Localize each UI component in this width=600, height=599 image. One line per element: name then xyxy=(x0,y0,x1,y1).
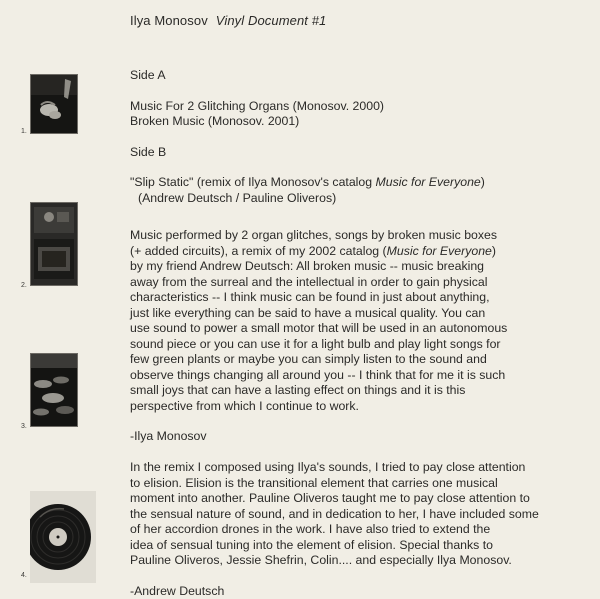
notes-deutsch xyxy=(130,460,570,599)
notes-line: idea of sensual tuning into the element of elision. Special thanks to xyxy=(130,538,570,554)
notes-line: Pauline Oliveros, Jessie Shefrin, Colin.... and especially Ilya Monosov. xyxy=(130,553,570,569)
photo-machine-icon xyxy=(30,202,78,286)
side-b-label: Side B xyxy=(130,145,570,161)
notes-line: small joys that can have a lasting effect on things and it is this xyxy=(130,383,570,399)
notes-line: just like everything can be said to have a musical quality. You can xyxy=(130,306,570,322)
page-title xyxy=(130,13,326,28)
notes-line: observe things changing all around you -- I think that for me it is such xyxy=(130,368,570,384)
side-a-label: Side A xyxy=(130,68,570,84)
photo-hand-icon xyxy=(30,74,78,134)
notes-line: In the remix I composed using Ilya's sounds, I tried to pay close attention xyxy=(130,460,570,476)
notes-line: away from the surreal and the intellectual in order to gain physical xyxy=(130,275,570,291)
notes-line: by my friend Andrew Deutsch: All broken music -- music breaking xyxy=(130,259,570,275)
side-a-track-1: Music For 2 Glitching Organs (Monosov. 2000) xyxy=(130,99,570,115)
vinyl-record-icon xyxy=(30,491,96,583)
figure-number: 1. xyxy=(21,128,27,135)
notes-line: the sensual nature of sound, and in dedication to her, I have included some xyxy=(130,507,570,523)
signature-deutsch: -Andrew Deutsch xyxy=(130,584,570,599)
album-title: Vinyl Document #1 xyxy=(216,13,327,28)
notes-line: few green plants or maybe you can simply listen to the sound and xyxy=(130,352,570,368)
notes-line: use sound to power a small motor that will be used in an autonomous xyxy=(130,321,570,337)
photo-water-icon xyxy=(30,353,78,427)
tracklist xyxy=(130,68,570,206)
notes-line: to elision. Elision is the transitional element that carries one musical xyxy=(130,476,570,492)
notes-line: perspective from which I continue to work. xyxy=(130,399,570,415)
side-b-track-1: "Slip Static" (remix of Ilya Monosov's catalog Music for Everyone) xyxy=(130,175,570,191)
notes-line: Music performed by 2 organ glitches, songs by broken music boxes xyxy=(130,228,570,244)
figure-number: 3. xyxy=(21,423,27,430)
notes-line: moment into another. Pauline Oliveros taught me to pay close attention to xyxy=(130,491,570,507)
signature-monosov: -Ilya Monosov xyxy=(130,429,570,445)
artist-name: Ilya Monosov xyxy=(130,13,208,28)
side-a-track-2: Broken Music (Monosov. 2001) xyxy=(130,114,570,130)
notes-line: of her accordion drones in the work. I have also tried to extend the xyxy=(130,522,570,538)
figure-number: 2. xyxy=(21,282,27,289)
notes-monosov xyxy=(130,228,570,445)
notes-line: characteristics -- I think music can be found in just about anything, xyxy=(130,290,570,306)
figure-number: 4. xyxy=(21,572,27,579)
notes-line: sound piece or you can use it for a light bulb and play light songs for xyxy=(130,337,570,353)
side-b-credits: (Andrew Deutsch / Pauline Oliveros) xyxy=(130,191,570,207)
notes-line: (+ added circuits), a remix of my 2002 catalog (Music for Everyone) xyxy=(130,244,570,260)
